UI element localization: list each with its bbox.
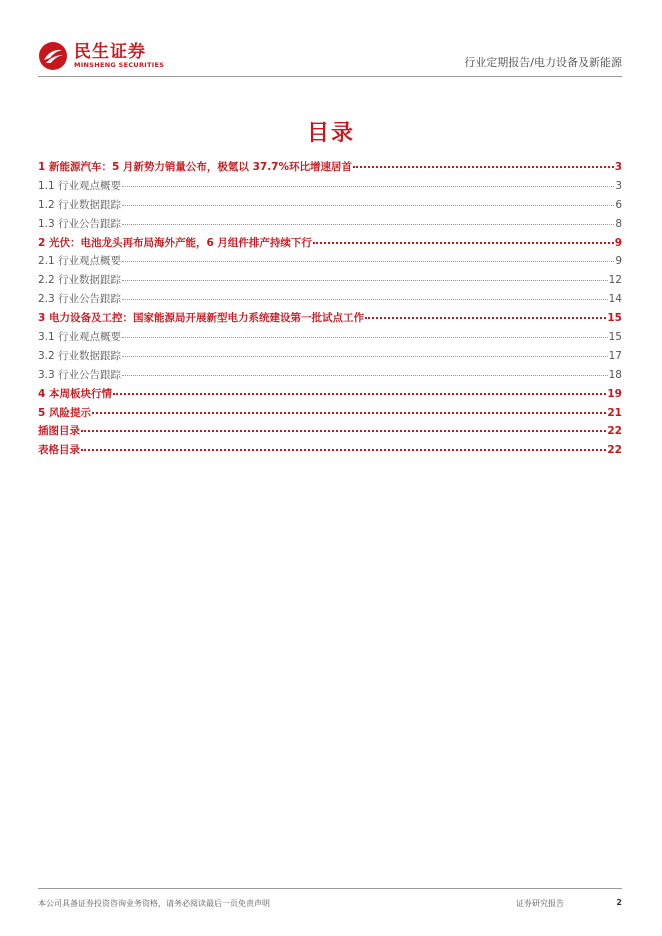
toc-leader-dots: [122, 178, 614, 187]
toc-leader-dots: [122, 329, 608, 338]
page-header: [38, 36, 622, 78]
toc-entry-page: 15: [607, 312, 622, 325]
footer-disclaimer: 本公司具备证券投资咨询业务资格，请务必阅读最后一页免责声明: [38, 899, 270, 908]
toc-entry-label: 3.3 行业公告跟踪: [38, 368, 122, 381]
toc-entry-label: 5 风险提示: [38, 406, 91, 419]
toc-entry-page: 9: [614, 236, 622, 249]
toc-entry-page: 12: [608, 274, 622, 287]
toc-entry-page: 3: [614, 161, 622, 173]
toc-entry-label: 4 本周板块行情: [38, 387, 112, 400]
toc-leader-dots: [92, 404, 606, 414]
toc-entry-label: 1.2 行业数据跟踪: [38, 198, 122, 211]
toc-entry-label: 1.3 行业公告跟踪: [38, 217, 122, 230]
toc-leader-dots: [313, 234, 614, 244]
brand-name-en: MINSHENG SECURITIES: [74, 60, 165, 69]
toc-leader-dots: [113, 385, 606, 395]
toc-entry[interactable]: [38, 272, 622, 291]
toc-entry-page: 22: [607, 444, 622, 457]
toc-entry-label: 3.1 行业观点概要: [38, 331, 122, 344]
company-logo: [38, 40, 164, 72]
toc-entry[interactable]: [38, 216, 622, 235]
header-divider: [38, 76, 622, 77]
toc-entry-label: 表格目录: [38, 444, 80, 457]
toc-leader-dots: [365, 309, 606, 319]
toc-leader-dots: [122, 367, 608, 376]
toc-entry-label: 3.2 行业数据跟踪: [38, 349, 122, 362]
toc-entry[interactable]: [38, 159, 622, 178]
toc-entry[interactable]: [38, 329, 622, 348]
toc-entry[interactable]: [38, 235, 622, 254]
toc-leader-dots: [81, 441, 606, 451]
toc-entry-page: 8: [615, 217, 622, 230]
report-type: 行业定期报告/电力设备及新能源: [464, 56, 622, 69]
toc-entry-label: 2.1 行业观点概要: [38, 255, 122, 268]
toc-entry-label: 2 光伏：电池龙头再布局海外产能，6 月组件排产持续下行: [38, 236, 312, 249]
toc-entry-page: 19: [607, 387, 622, 400]
toc-entry[interactable]: [38, 348, 622, 367]
toc-entry-label: 1.1 行业观点概要: [38, 179, 122, 192]
toc-entry[interactable]: [38, 197, 622, 216]
toc-entry[interactable]: [38, 386, 622, 405]
toc-leader-dots: [122, 216, 614, 225]
toc-entry[interactable]: [38, 310, 622, 329]
table-of-contents: [38, 159, 622, 461]
toc-entry[interactable]: [38, 442, 622, 461]
toc-leader-dots: [122, 348, 608, 357]
toc-entry-page: 3: [615, 179, 622, 192]
toc-leader-dots: [122, 253, 614, 262]
toc-entry[interactable]: [38, 367, 622, 386]
toc-entry-page: 22: [607, 425, 622, 438]
toc-leader-dots: [81, 422, 606, 432]
toc-entry-label: 2.3 行业公告跟踪: [38, 293, 122, 306]
footer-divider: [38, 888, 622, 889]
toc-leader-dots: [122, 272, 608, 281]
toc-entry[interactable]: [38, 178, 622, 197]
toc-entry-label: 3 电力设备及工控：国家能源局开展新型电力系统建设第一批试点工作: [38, 312, 364, 325]
toc-leader-dots: [353, 158, 614, 168]
minsheng-logo-icon: [38, 41, 68, 71]
toc-leader-dots: [122, 291, 608, 300]
toc-entry-label: 2.2 行业数据跟踪: [38, 274, 122, 287]
toc-entry-page: 9: [615, 255, 622, 268]
toc-entry-page: 14: [608, 293, 622, 306]
toc-title: 目录: [306, 121, 355, 146]
toc-entry[interactable]: [38, 423, 622, 442]
toc-entry-label: 插图目录: [38, 425, 80, 438]
toc-entry-page: 18: [608, 368, 622, 381]
toc-entry-page: 17: [608, 349, 622, 362]
toc-entry[interactable]: [38, 253, 622, 272]
toc-entry-page: 15: [608, 331, 622, 344]
toc-leader-dots: [122, 197, 614, 206]
toc-entry-page: 6: [615, 198, 622, 211]
footer-doc-type: 证券研究报告: [516, 899, 564, 908]
brand-name-cn: 民生证券: [74, 41, 146, 62]
page-number: 2: [616, 898, 622, 907]
toc-entry[interactable]: [38, 291, 622, 310]
toc-entry-label: 1 新能源汽车：5 月新势力销量公布，极氪以 37.7%环比增速居首: [38, 161, 353, 173]
toc-entry-page: 21: [607, 406, 622, 419]
toc-entry[interactable]: [38, 405, 622, 424]
